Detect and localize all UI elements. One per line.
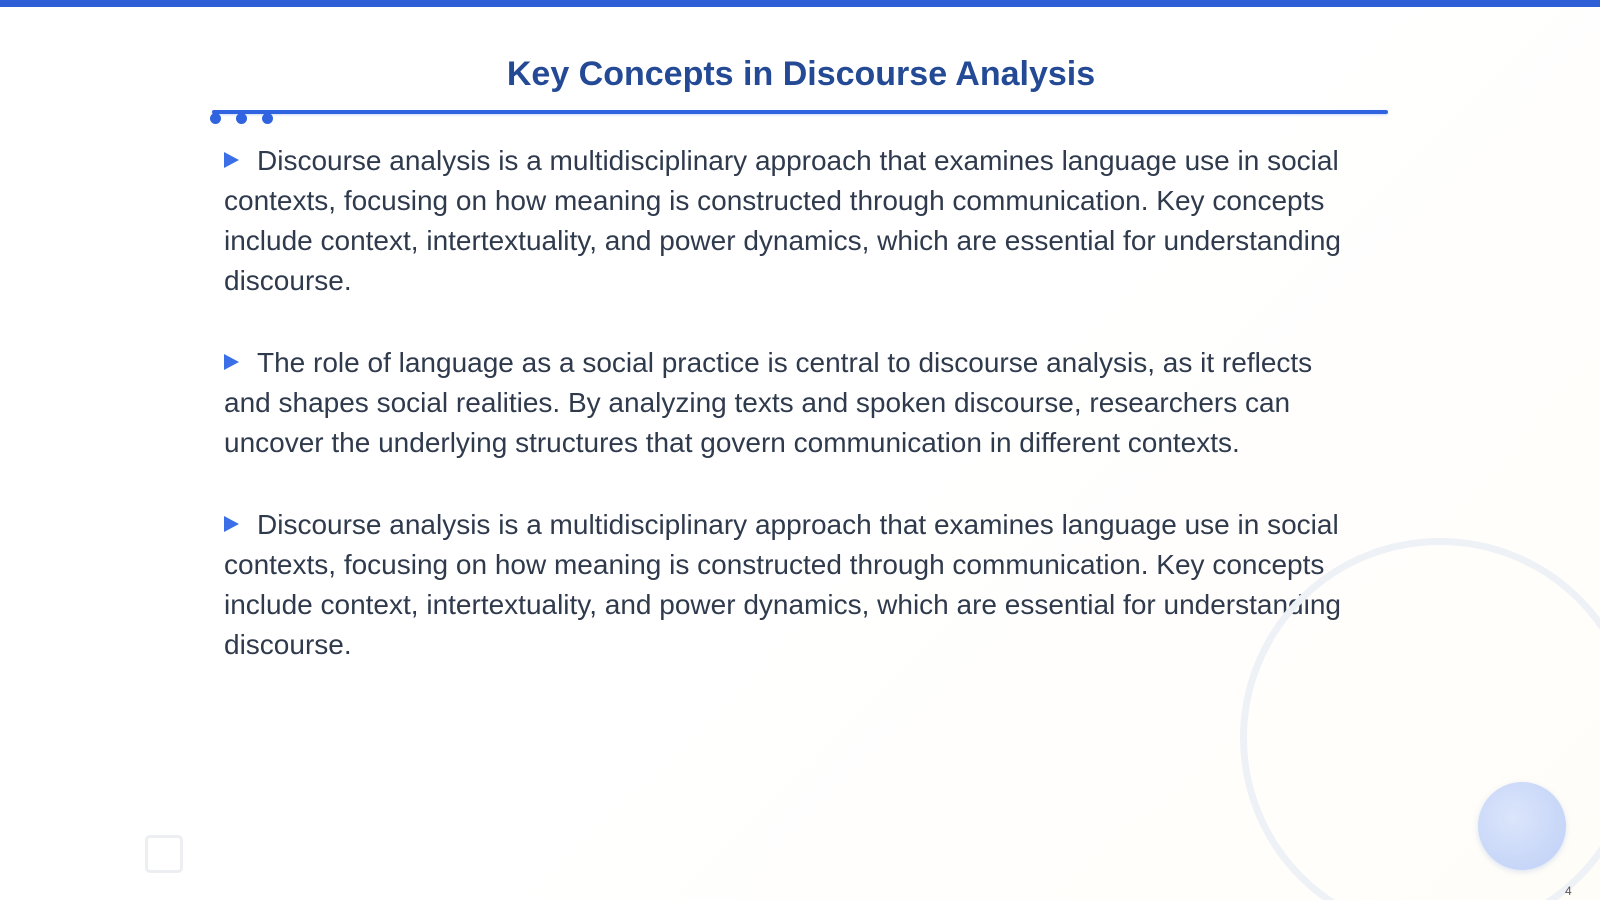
triangle-right-icon bbox=[224, 354, 239, 370]
bullet-item bbox=[224, 505, 1349, 665]
underline-dot bbox=[210, 113, 221, 124]
triangle-right-icon bbox=[224, 516, 239, 532]
bullet-text: The role of language as a social practice is central to discourse analysis, as it reflects and shapes social realities. By analyzing texts and spoken discourse, researchers can uncover the underlying structures that govern communication in different contexts. bbox=[224, 347, 1313, 458]
decorative-square bbox=[145, 835, 183, 873]
underline-dot bbox=[262, 113, 273, 124]
top-accent-bar bbox=[0, 0, 1600, 7]
slide-title: Key Concepts in Discourse Analysis bbox=[506, 55, 1096, 93]
bullet-item bbox=[224, 343, 1349, 463]
bullet-text: Discourse analysis is a multidisciplinary approach that examines language use in social contexts, focusing on how meaning is constructed through communication. Key concepts include context, intertextuality, and power dynamics, which are essential for understanding discourse. bbox=[224, 145, 1341, 296]
bullet-list bbox=[224, 141, 1349, 707]
underline-dot bbox=[236, 113, 247, 124]
decorative-circle bbox=[1478, 782, 1566, 870]
title-underline bbox=[212, 110, 1388, 114]
bullet-text: Discourse analysis is a multidisciplinary approach that examines language use in social contexts, focusing on how meaning is constructed through communication. Key concepts include context, intertextuality, and power dynamics, which are essential for understanding discourse. bbox=[224, 509, 1341, 660]
bullet-item bbox=[224, 141, 1349, 301]
triangle-right-icon bbox=[224, 152, 239, 168]
page-number: 4 bbox=[1565, 884, 1572, 898]
